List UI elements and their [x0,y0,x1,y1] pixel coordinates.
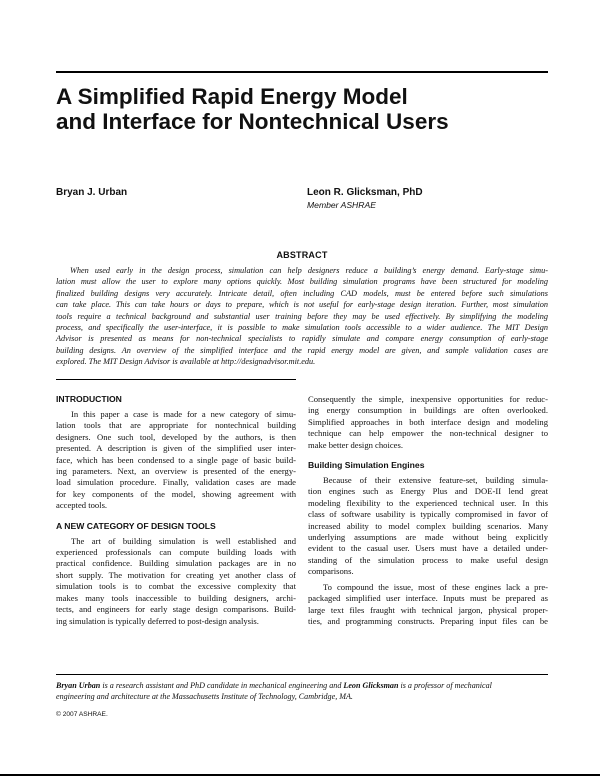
footnote-name-glicksman: Leon Glicksman [343,681,399,690]
engines-line: packaged simplified user interface. Inputs must be prepared as [308,593,548,604]
engines-line: tion engines such as Energy Plus and DOE-II lend great [308,486,548,497]
engines-line: evident to the casual user. Users must have a detailed under- [308,543,548,554]
engines-line: underlying assumptions are made without being explicitly [308,532,548,543]
author-glicksman: Leon R. Glicksman, PhD [307,187,423,198]
continued-line: Simplified approaches in both interface design and modeling [308,416,548,427]
intro-line: load simulation procedure. Finally, validation cases are made [56,477,296,488]
engines-line: comparisons. [308,566,354,577]
author-urban: Bryan J. Urban [56,187,128,198]
abstract-body [56,265,548,368]
footnote-line-2: engineering and architecture at the Massachusetts Institute of Technology, Cambridge, MA. [56,692,353,701]
engines-line: large text files fraught with technical jargon, physical proper- [308,604,548,615]
intro-heading: INTRODUCTION [56,394,122,404]
category-line: tects, and engineers for early stage design comparisons. Build- [56,604,296,615]
category-line: ing simulation is typically deferred to post-design analysis. [56,615,259,626]
footnote-text: is a research assistant and PhD candidate in mechanical engineering and [100,681,344,690]
continued-line: Consequently the simple, inexpensive opportunities for reduc- [308,394,548,404]
category-line: practical confidence. Building simulation packages are in no [56,558,296,569]
intro-line: face, which has been condensed to a single page of basic build- [56,454,296,465]
engines-heading: Building Simulation Engines [308,460,425,471]
engines-line: increased ability to model complex building scenarios. Many [308,520,548,531]
footnote-text: is a professor of mechanical [398,681,492,690]
intro-line: presented. A description is given of the simplified user inter- [56,443,296,454]
abstract-line: process, and specifically the user-interface, it is possible to make simulation tools accessible to a wider audience. The MIT Design [56,323,548,333]
abstract-line: tools require a technical background and substantial user training before they may be used effectively. By simplifying the modeling [56,311,548,321]
intro-line: lation tools that are appropriate for nontechnical building [56,420,296,431]
abstract-line: can take place. This can take hours or days to prepare, which is not useful for early-stage design iteration. Further, most simulation [56,300,548,310]
category-line: The art of building simulation is well established and [71,535,296,546]
intro-line: accepted tools. [56,500,108,511]
title-line-2: and Interface for Nontechnical Users [56,109,449,134]
abstract-line: finalized building designs very accurately. Intricate detail, often including CAD models, must be entered before such simulations [56,288,548,298]
title-line-1: A Simplified Rapid Energy Model [56,84,408,109]
engines-line: To compound the issue, most of these engines lack a pre- [323,581,548,592]
category-line: simulation tools is to combat the excessive complexity that [56,581,296,592]
continued-line: make better design choices. [308,439,403,450]
abstract-line: When used early in the design process, simulation can help designers reduce a building’s energy demand. Early-stage simu- [70,266,548,275]
intro-line: In this paper a case is made for a new category of simu- [71,409,296,419]
category-line: short supply. The motivation for creating yet another class of [56,569,296,580]
intro-line: designers. One such tool, developed by the authors, is then [56,431,296,442]
engines-line: class of software usability is typically compromised in favor of [308,509,548,520]
footnote-name-urban: Bryan Urban [56,681,101,690]
engines-line: standing of the simulation process to make useful design [308,554,548,565]
abstract-heading: ABSTRACT [276,250,328,260]
intro-line: ing parameters. Next, an overview is presented of the energy- [56,466,296,477]
author-footnote [56,680,548,702]
continued-line: technique can help empower the non-technical designer to [308,428,548,439]
footnote-rule [56,674,548,675]
engines-line: Because of their extensive feature-set, building simula- [323,475,548,486]
category-line: experienced professionals can compute building loads with [56,547,296,558]
abstract-line: lation must allow the user to explore many options quickly. Most building simulation programs have been structured for modeling [56,277,548,287]
category-heading: A NEW CATEGORY OF DESIGN TOOLS [56,520,216,531]
column-rule [56,379,296,380]
footnote-line-1 [56,680,548,691]
intro-line: for key components of the model, showing agreement with [56,488,296,499]
top-rule [56,71,548,73]
left-column [56,394,296,627]
continued-line: ing energy consumption in buildings are often overlooked. [308,405,548,416]
right-column [308,394,548,627]
abstract-line: explored. The MIT Design Advisor is available at http://designadvisor.mit.edu. [56,357,316,367]
paper-title [56,84,556,134]
category-line: makes many tools inaccessible to building designers, archi- [56,592,296,603]
abstract-line: building designs. An overview of the simplified interface and the rapid energy model are given, and sample validation cases are [56,345,548,355]
author-affiliation: Member ASHRAE [307,200,376,210]
copyright-notice: © 2007 ASHRAE. [56,711,108,718]
engines-line: ties, and programming constructs. Preparing input files can be [308,615,548,626]
engines-line: modeling flexibility to the experienced technical user. In this [308,497,548,508]
abstract-line: Advisor is presented as means for non-technical specialists to rapidly simulate and compare energy consumption of early-stage [56,334,548,344]
